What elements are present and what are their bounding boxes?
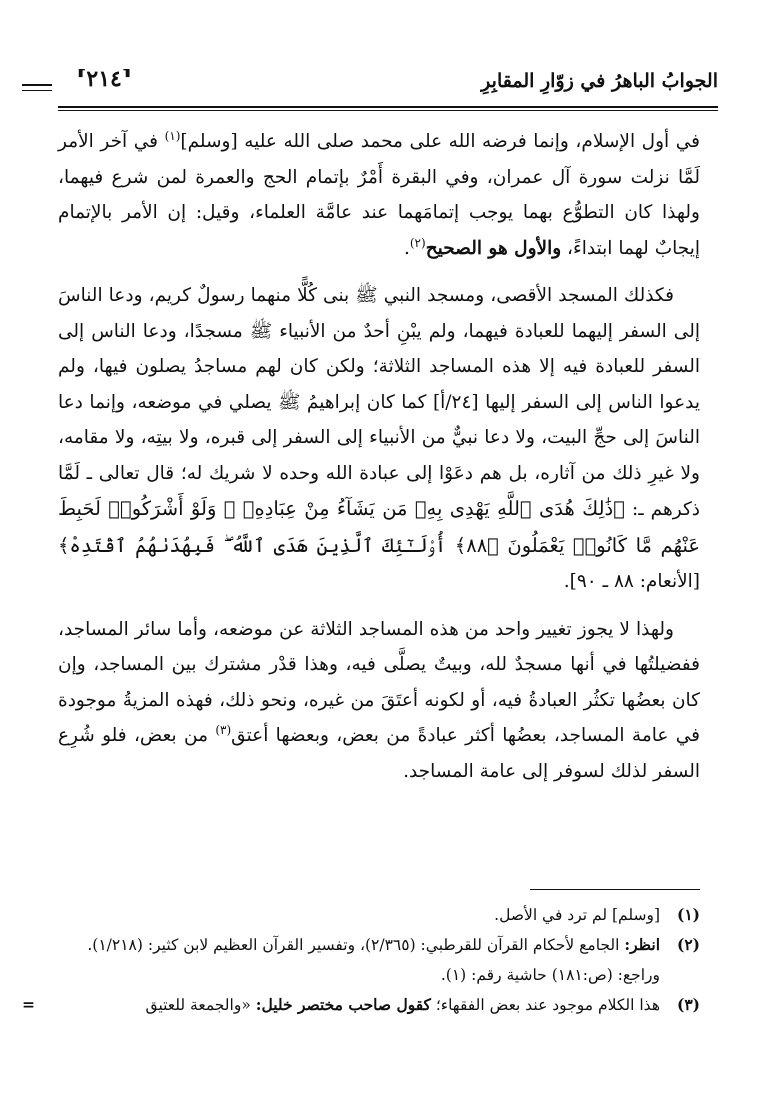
p1-text-b: في آخر الأمر لَمَّا نزلت سورة آل عمران، وفي البقرة أَمْرٌ بإتمام الحج والعمرة لمن شرع فيهما، ولهذا كان التطوُّع بهما يوجب إتمامَهما عند عامَّة العلماء، وقيل: إن الأمر بالإتمام إيجابٌ لهما ابتداءً، [58,131,700,259]
paragraph-2 [58,278,700,600]
footnotes [22,902,700,1022]
page-number-box [76,66,132,92]
paragraph-1 [58,124,700,266]
quran-verse: ﴿ذَٰلِكَ هُدَى ٱللَّهِ يَهْدِى بِهِۦ مَن يَشَآءُ مِنْ عِبَادِهِۦ ۚ وَلَوْ أَشْرَكُوا۟ لَحَبِطَ عَنْهُم مَّا كَانُوا۟ يَعْمَلُونَ ﴿٨٨﴾ أُو۟لَـٰٓئِكَ ٱلَّذِينَ هَدَى ٱللَّهُ ۖ فَبِهُدَىٰهُمُ ٱقْتَدِهْ﴾ [58,497,700,557]
main-text [58,124,700,789]
continuation-mark: = [22,995,35,1014]
footnote-text: الجامع لأحكام القرآن للقرطبي: (٢/٣٦٥)، وتفسير القرآن العظيم لابن كثير: (١/٢١٨). [87,936,625,954]
bracket-right-icon: ⸢ [121,66,133,92]
bracket-left-icon: ⸣ [76,66,87,92]
p1-end: . [403,237,410,259]
footnote-ref-1[interactable]: (١) [164,128,181,143]
header-dash [22,84,52,86]
p2-text: فكذلك المسجد الأقصى، ومسجد النبي ﷺ بنى كُلًّا منهما رسولٌ كريم، ودعا الناسَ إلى السفر إليهما للعبادة فيهما، ولم يبْنِ أحدٌ من الأنبياء ﷺ مسجدًا، ودعا الناس إلى السفر للعبادة فيه إلا هذه المساجد الثلاثة؛ ولكن كان لهم مساجدُ يصلون فيها، ولم يدعوا الناس إلى السفر إليها [٢٤/أ] كما كان إبراهيمُ ﷺ يصلي في موضعه، وإنما دعا الناسَ إلى حجِّ البيت، ولا دعا نبيٌّ من الأنبياء إلى السفر إلى قبره، ولا بيتِه، ولا مقامه، ولا غيرِ ذلك من آثاره، بل هم دعَوْا إلى عبادة الله وحده لا شريك له؛ قال تعالى ـ لَمَّا ذكرهم ـ: [58,285,700,520]
footnote-text: وراجع: (ص:١٨١) حاشية رقم: (١). [440,966,660,984]
header-dash-thin [22,90,52,91]
p1-bold-text: والأول هو الصحيح [425,237,562,259]
footnote-number: (٢) [676,935,700,954]
header-rule-thick [58,106,718,108]
footnote-number: (٣) [676,995,700,1014]
footnote-separator [530,889,700,890]
paragraph-3 [58,612,700,790]
header-rule-thin [58,110,718,111]
footnote-1 [58,902,700,928]
page-header [58,66,718,104]
p1-text-a: في أول الإسلام، وإنما فرضه الله على محمد صلى الله عليه [وسلم] [180,131,700,152]
footnote-ref-3[interactable]: (٣) [215,722,232,737]
footnote-text: [وسلم] لم ترد في الأصل. [494,906,660,924]
footnote-3 [22,992,700,1018]
p3-text-b: من بعض، فلو شُرِع السفر لذلك لسوفر إلى عامة المساجد. [58,725,700,782]
page-number: ٢١٤ [86,66,122,92]
footnote-text: هذا الكلام موجود عند بعض الفقهاء؛ [430,996,660,1014]
footnote-2-continued [58,962,700,988]
footnote-number: (١) [676,905,700,924]
footnote-lead: انظر: [624,935,660,954]
verse-reference: [الأنعام: ٨٨ ـ ٩٠]. [563,571,700,592]
running-title: الجوابُ الباهرُ في زوّارِ المقابِرِ [481,70,718,92]
footnote-2 [58,932,700,958]
footnote-tail: «والجمعة للعتيق [145,996,256,1014]
footnote-ref-2[interactable]: (٢) [409,235,426,250]
p3-text-a: ولهذا لا يجوز تغيير واحد من هذه المساجد الثلاثة عن موضعه، وأما سائر المساجد، ففضيلتُها في أنها مسجدٌ لله، وبيتٌ يصلَّى فيه، وهذا قدْر مشترك بين المساجد، وإن كان بعضُها تكثُر العبادةُ فيه، أو لكونه أعتَقَ من غيره، ونحو ذلك، فهذه المزيةُ موجودة في عامة المساجد، بعضُها أكثر عبادةً من بعض، وبعضها أعتق [58,618,701,746]
footnote-bold: كقول صاحب مختصر خليل: [255,995,431,1014]
